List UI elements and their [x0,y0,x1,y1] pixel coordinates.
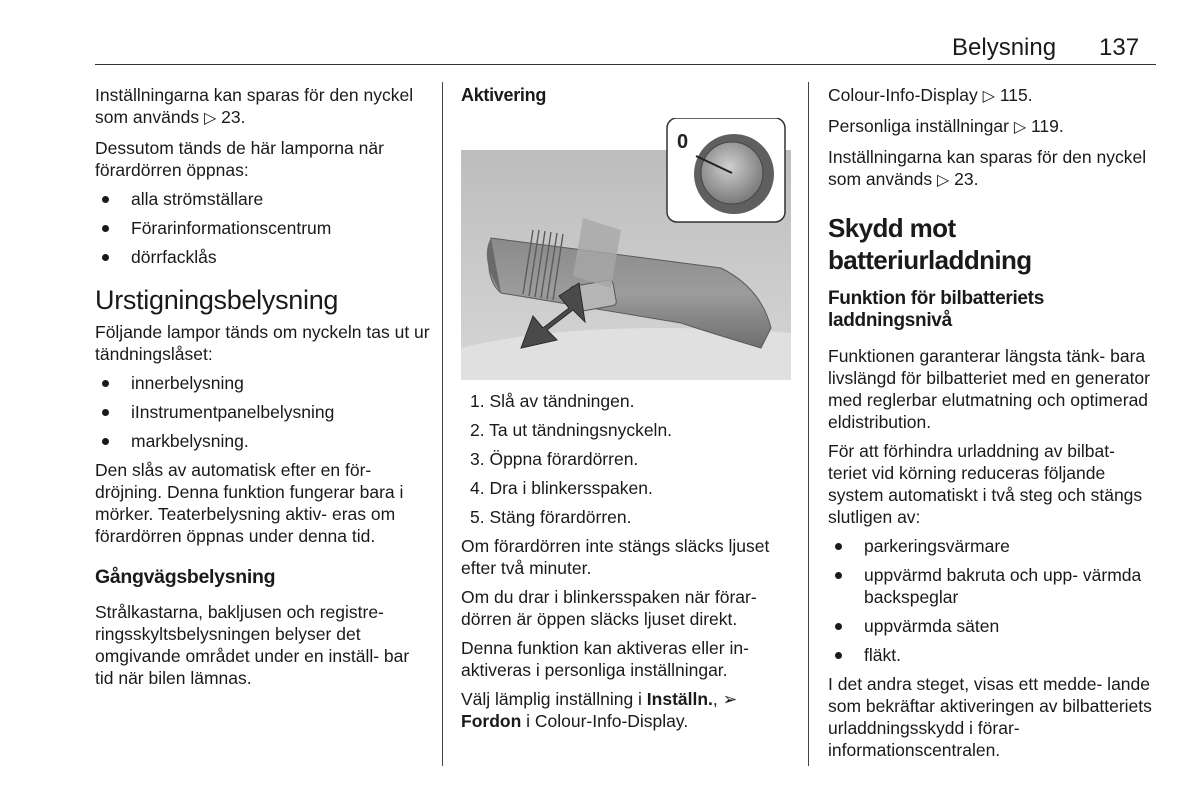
menu-arrow-icon: ➢ [722,689,738,709]
menu-path-settings: Inställn. [646,689,713,709]
paragraph: Personliga inställningar ▷ 119. [828,116,1064,136]
column-1 [95,84,430,696]
paragraph: Funktionen garanterar längsta tänk- bara livslängd för bilbatteriet med en generator med reglerbar elutmatning och optimerad eldistribution. [828,346,1150,432]
paragraph: I det andra steget, visas ett medde- lande som bekräftar aktiveringen av bilbatteriets urladdningsskydd i förar- informationscentralen. [828,674,1152,760]
page-ref-arrow-icon: ▷ [936,172,950,189]
column-2 [461,84,791,739]
page-ref-arrow-icon: ▷ [982,88,995,105]
page-ref-arrow-icon: ▷ [1013,119,1027,136]
turn-signal-lever-illustration [461,118,791,380]
paragraph: Dessutom tänds de här lamporna när förardörren öppnas: [95,138,384,180]
list-item: 2. Ta ut tändningsnyckeln. [470,420,673,440]
bullet-list [828,535,1158,666]
list-item: 4. Dra i blinkersspaken. [470,478,653,498]
section-heading: Skydd mot batteriurladdning [828,213,1032,275]
paragraph: Om du drar i blinkersspaken när förar- dörren är öppen släcks ljuset direkt. [461,587,757,629]
paragraph: Strålkastarna, bakljusen och registre- ringsskyltsbelysningen belyser det omgivande området under en inställ- bar tid när bilen lämnas. [95,602,410,688]
paragraph: Denna funktion kan aktiveras eller in- aktiveras i personliga inställningar. [461,638,749,680]
paragraph: Inställningarna kan sparas för den nyckel som används ▷ 23. [95,85,414,127]
list-item: dörrfacklås [95,246,430,268]
paragraph: Colour-Info-Display ▷ 115. [828,85,1033,105]
list-item: iInstrumentpanelbelysning [95,401,430,423]
subsection-heading: Gångvägsbelysning [95,566,276,588]
list-item: 5. Stäng förardörren. [470,507,632,527]
numbered-list [461,390,791,528]
list-item: uppvärmd bakruta och upp- värmda backspeglar [828,564,1158,608]
column-3 [828,84,1158,768]
page-ref-arrow-icon: ▷ [203,110,217,127]
subsection-heading: Funktion för bilbatteriets laddningsnivå [828,288,1044,331]
list-item: 1. Slå av tändningen. [470,391,635,411]
paragraph: Om förardörren inte stängs släcks ljuset efter två minuter. [461,536,770,578]
paragraph: För att förhindra urladdning av bilbat- teriet vid körning reduceras följande system automatiskt i två steg och stängs slutligen av: [828,441,1143,527]
list-item: fläkt. [828,644,1158,666]
bullet-list [95,188,430,268]
section-heading: Urstigningsbelysning [95,285,339,315]
paragraph: Följande lampor tänds om nyckeln tas ut ur tändningslåset: [95,322,430,364]
bullet-list [95,372,430,452]
list-item: uppvärmda säten [828,615,1158,637]
paragraph: Den slås av automatisk efter en för- dröjning. Denna funktion fungerar bara i mörker. Teaterbelysning aktiv- eras om förardörren öppnas under denna tid. [95,460,404,546]
page-number: 137 [1099,34,1140,61]
menu-path-vehicle: Fordon [461,711,522,731]
list-item: 3. Öppna förardörren. [470,449,639,469]
page-header-title: Belysning [952,34,1057,61]
list-item: parkeringsvärmare [828,535,1158,557]
column-divider-right [808,82,809,766]
list-item: markbelysning. [95,430,430,452]
switch-position-label: 0 [677,131,689,153]
subsection-heading: Aktivering [461,85,547,105]
lever-figure-svg [461,118,791,380]
column-divider-left [442,82,443,766]
paragraph: Välj lämplig inställning i Inställn., ➢ Fordon i Colour-Info-Display. [461,689,738,731]
list-item: innerbelysning [95,372,430,394]
header-rule [95,64,1156,65]
paragraph: Inställningarna kan sparas för den nyckel som används ▷ 23. [828,147,1147,189]
list-item: Förarinformationscentrum [95,217,430,239]
list-item: alla strömställare [95,188,430,210]
